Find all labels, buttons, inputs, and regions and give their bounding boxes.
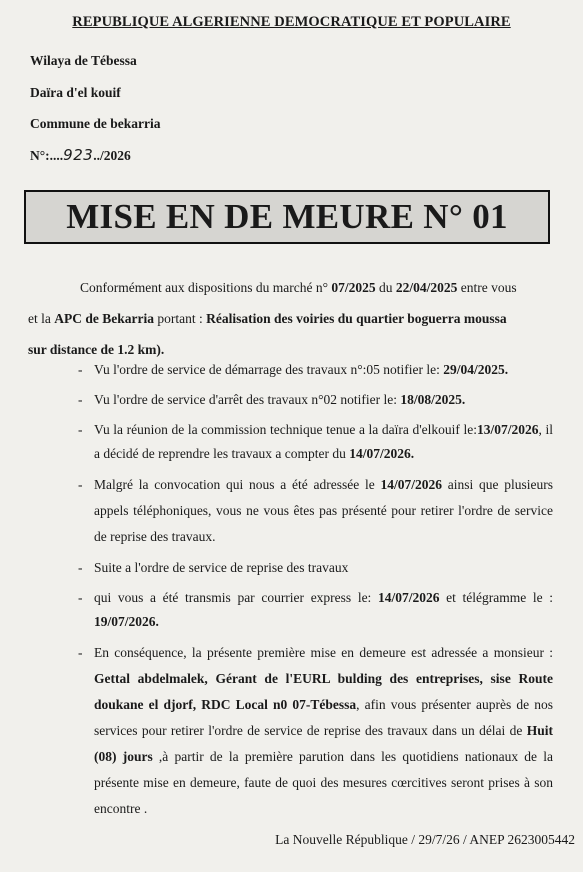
list-item: - Vu l'ordre de service d'arrêt des travaux n°02 notifier le: 18/08/2025. — [78, 388, 553, 412]
country-header: REPUBLIQUE ALGERIENNE DEMOCRATIQUE ET POPULAIRE — [72, 14, 511, 30]
list-item: - Vu la réunion de la commission technique tenue a la daïra d'elkouif le:13/07/2026, il a décidé de reprendre les travaux a compter du 14/07/2026. — [78, 418, 553, 466]
list-item: - En conséquence, la présente première mise en demeure est adressée a monsieur : Gettal abdelmalek, Gérant de l'EURL bulding des entreprises, sise Route doukane el djorf, RDC Local n0 07-Tébessa, afin vous présenter auprès de nos services pour retirer l'ordre de service de reprise des travaux dans un délai de Huit (08) jours ,à partir de la première parution dans les quotidiens nationaux de la présente mise en demeure, faute de quoi des mesures cœrcitives seront prises à son encontre . — [78, 640, 553, 822]
intro-text: Conformément aux dispositions du marché n° — [80, 280, 328, 295]
number-prefix: N°:.... — [30, 148, 64, 163]
intro-paragraph — [28, 272, 553, 365]
notice-title: MISE EN DE MEURE N° 01 — [66, 197, 508, 236]
publication-footer: La Nouvelle République / 29/7/26 / ANEP 2623005442 — [275, 832, 575, 847]
intro-text: et la — [28, 311, 51, 326]
handwritten-number: 923 — [63, 146, 94, 164]
intro-text: du — [379, 280, 393, 295]
number-suffix: ../2026 — [93, 148, 131, 163]
wilaya-line: Wilaya de Tébessa — [30, 53, 137, 68]
intro-text: portant : — [157, 311, 203, 326]
list-item: - qui vous a été transmis par courrier express le: 14/07/2026 et télégramme le : 19/07/2026. — [78, 586, 553, 634]
intro-text: entre vous — [460, 280, 517, 295]
reference-number — [30, 146, 131, 164]
contract-date: 22/04/2025 — [395, 280, 458, 295]
list-item: - Suite a l'ordre de service de reprise des travaux — [78, 556, 553, 580]
contract-number: 07/2025 — [331, 280, 376, 295]
apc-name: APC de Bekarria — [54, 311, 154, 326]
title-box — [24, 190, 550, 244]
list-item: - Vu l'ordre de service de démarrage des travaux n°:05 notifier le: 29/04/2025. — [78, 358, 553, 382]
daira-line: Daïra d'el kouif — [30, 85, 121, 100]
intro-line-1 — [28, 272, 553, 303]
commune-line: Commune de bekarria — [30, 116, 161, 131]
list-item: - Malgré la convocation qui nous a été adressée le 14/07/2026 ainsi que plusieurs appels téléphoniques, vous ne vous êtes pas présenté pour retirer l'ordre de service de reprise des travaux. — [78, 472, 553, 550]
considerations-list — [78, 358, 553, 822]
intro-line-2 — [28, 303, 553, 334]
project-name: Réalisation des voiries du quartier boguerra moussa — [206, 311, 507, 326]
project-distance: sur distance de 1.2 km). — [28, 342, 165, 357]
